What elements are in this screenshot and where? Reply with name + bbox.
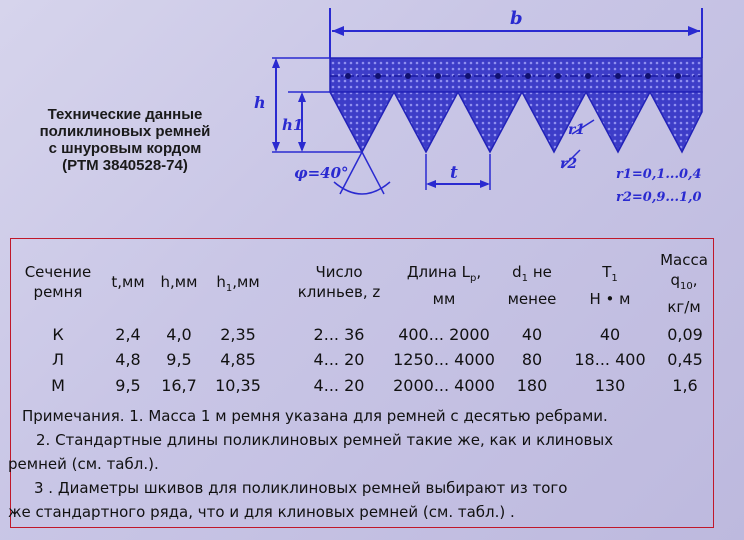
dimension-h1 (282, 92, 330, 152)
table-cell: 18... 400 (574, 350, 646, 369)
header-rib-count: Число клиньев, z (297, 263, 381, 301)
caption-line-2: поликлиновых ремней (39, 123, 211, 140)
label-b: b (510, 8, 523, 29)
header-length: Длина $L_p$, мм (406, 263, 482, 308)
dimension-angle (294, 152, 390, 194)
header-d1: $d_1$ не менее (507, 263, 557, 308)
note-2-line-1: 2. Стандартные длины поликлиновых ремней такие же, как и клиновых (36, 431, 614, 449)
table-cell: 0,09 (667, 325, 703, 344)
table-cell: 40 (521, 325, 543, 344)
table-cell: 4... 20 (313, 376, 365, 395)
label-h1: h1 (282, 116, 304, 134)
table-cell: 4,85 (220, 350, 256, 369)
label-angle: φ=40° (294, 164, 349, 182)
table-cell: 4,0 (166, 325, 192, 344)
table-cell: 9,5 (166, 350, 192, 369)
table-cell: 1,6 (672, 376, 698, 395)
header-mass: Масса $q_{10}$, кг/м (660, 251, 708, 316)
table-cell: М (51, 376, 65, 395)
dimension-b (330, 8, 702, 58)
table-cell: 0,45 (667, 350, 703, 369)
table-cell: 1250... 4000 (393, 350, 495, 369)
table-notes (8, 404, 716, 524)
table-cell: 2,35 (220, 325, 256, 344)
caption-line-4: (РТМ 3840528-74) (62, 157, 188, 174)
label-h: h (254, 93, 266, 112)
caption-line-1: Технические данные (47, 106, 203, 123)
dimension-t (426, 154, 490, 190)
table-cell: 4... 20 (313, 350, 365, 369)
label-r2: r2 (560, 156, 578, 172)
table-cell: 2000... 4000 (393, 376, 495, 395)
header-t1: $T_1$ Н • м (589, 263, 631, 308)
table-cell: 40 (599, 325, 621, 344)
table-cell: Л (51, 350, 65, 369)
table-cell: 10,35 (215, 376, 261, 395)
header-t: t,мм (111, 273, 145, 291)
label-r2-range: r2=0,9...1,0 (616, 190, 702, 205)
table-cell: К (52, 325, 64, 344)
table-cell: 2... 36 (313, 325, 365, 344)
caption-line-3: с шнуровым кордом (48, 140, 202, 157)
table-cell: 130 (594, 376, 626, 395)
label-t: t (450, 163, 458, 183)
label-r1-range: r1=0,1...0,4 (616, 167, 702, 182)
table-cell: 9,5 (115, 376, 141, 395)
belt-cross-section-diagram (254, 0, 720, 238)
header-section: Сечение ремня (24, 263, 92, 301)
note-1: Примечания. 1. Масса 1 м ремня указана для ремней с десятью ребрами. (22, 407, 608, 425)
note-3-line-2: же стандартного ряда, что и для клиновых ремней (см. табл.) . (8, 503, 515, 521)
header-h1: $h_1,мм$ (216, 273, 260, 294)
belt-body (330, 58, 702, 152)
table-cell: 2,4 (115, 325, 141, 344)
note-2-line-2: ремней (см. табл.). (8, 455, 159, 473)
table-cell: 180 (516, 376, 548, 395)
table-cell: 80 (521, 350, 543, 369)
note-3-line-1: 3 . Диаметры шкивов для поликлиновых ремней выбирают из того (34, 479, 568, 497)
header-h: h,мм (160, 273, 198, 291)
table-cell: 4,8 (115, 350, 141, 369)
document-caption (10, 106, 240, 174)
table-cell: 400... 2000 (398, 325, 490, 344)
table-cell: 16,7 (161, 376, 197, 395)
label-r1: r1 (568, 122, 586, 138)
